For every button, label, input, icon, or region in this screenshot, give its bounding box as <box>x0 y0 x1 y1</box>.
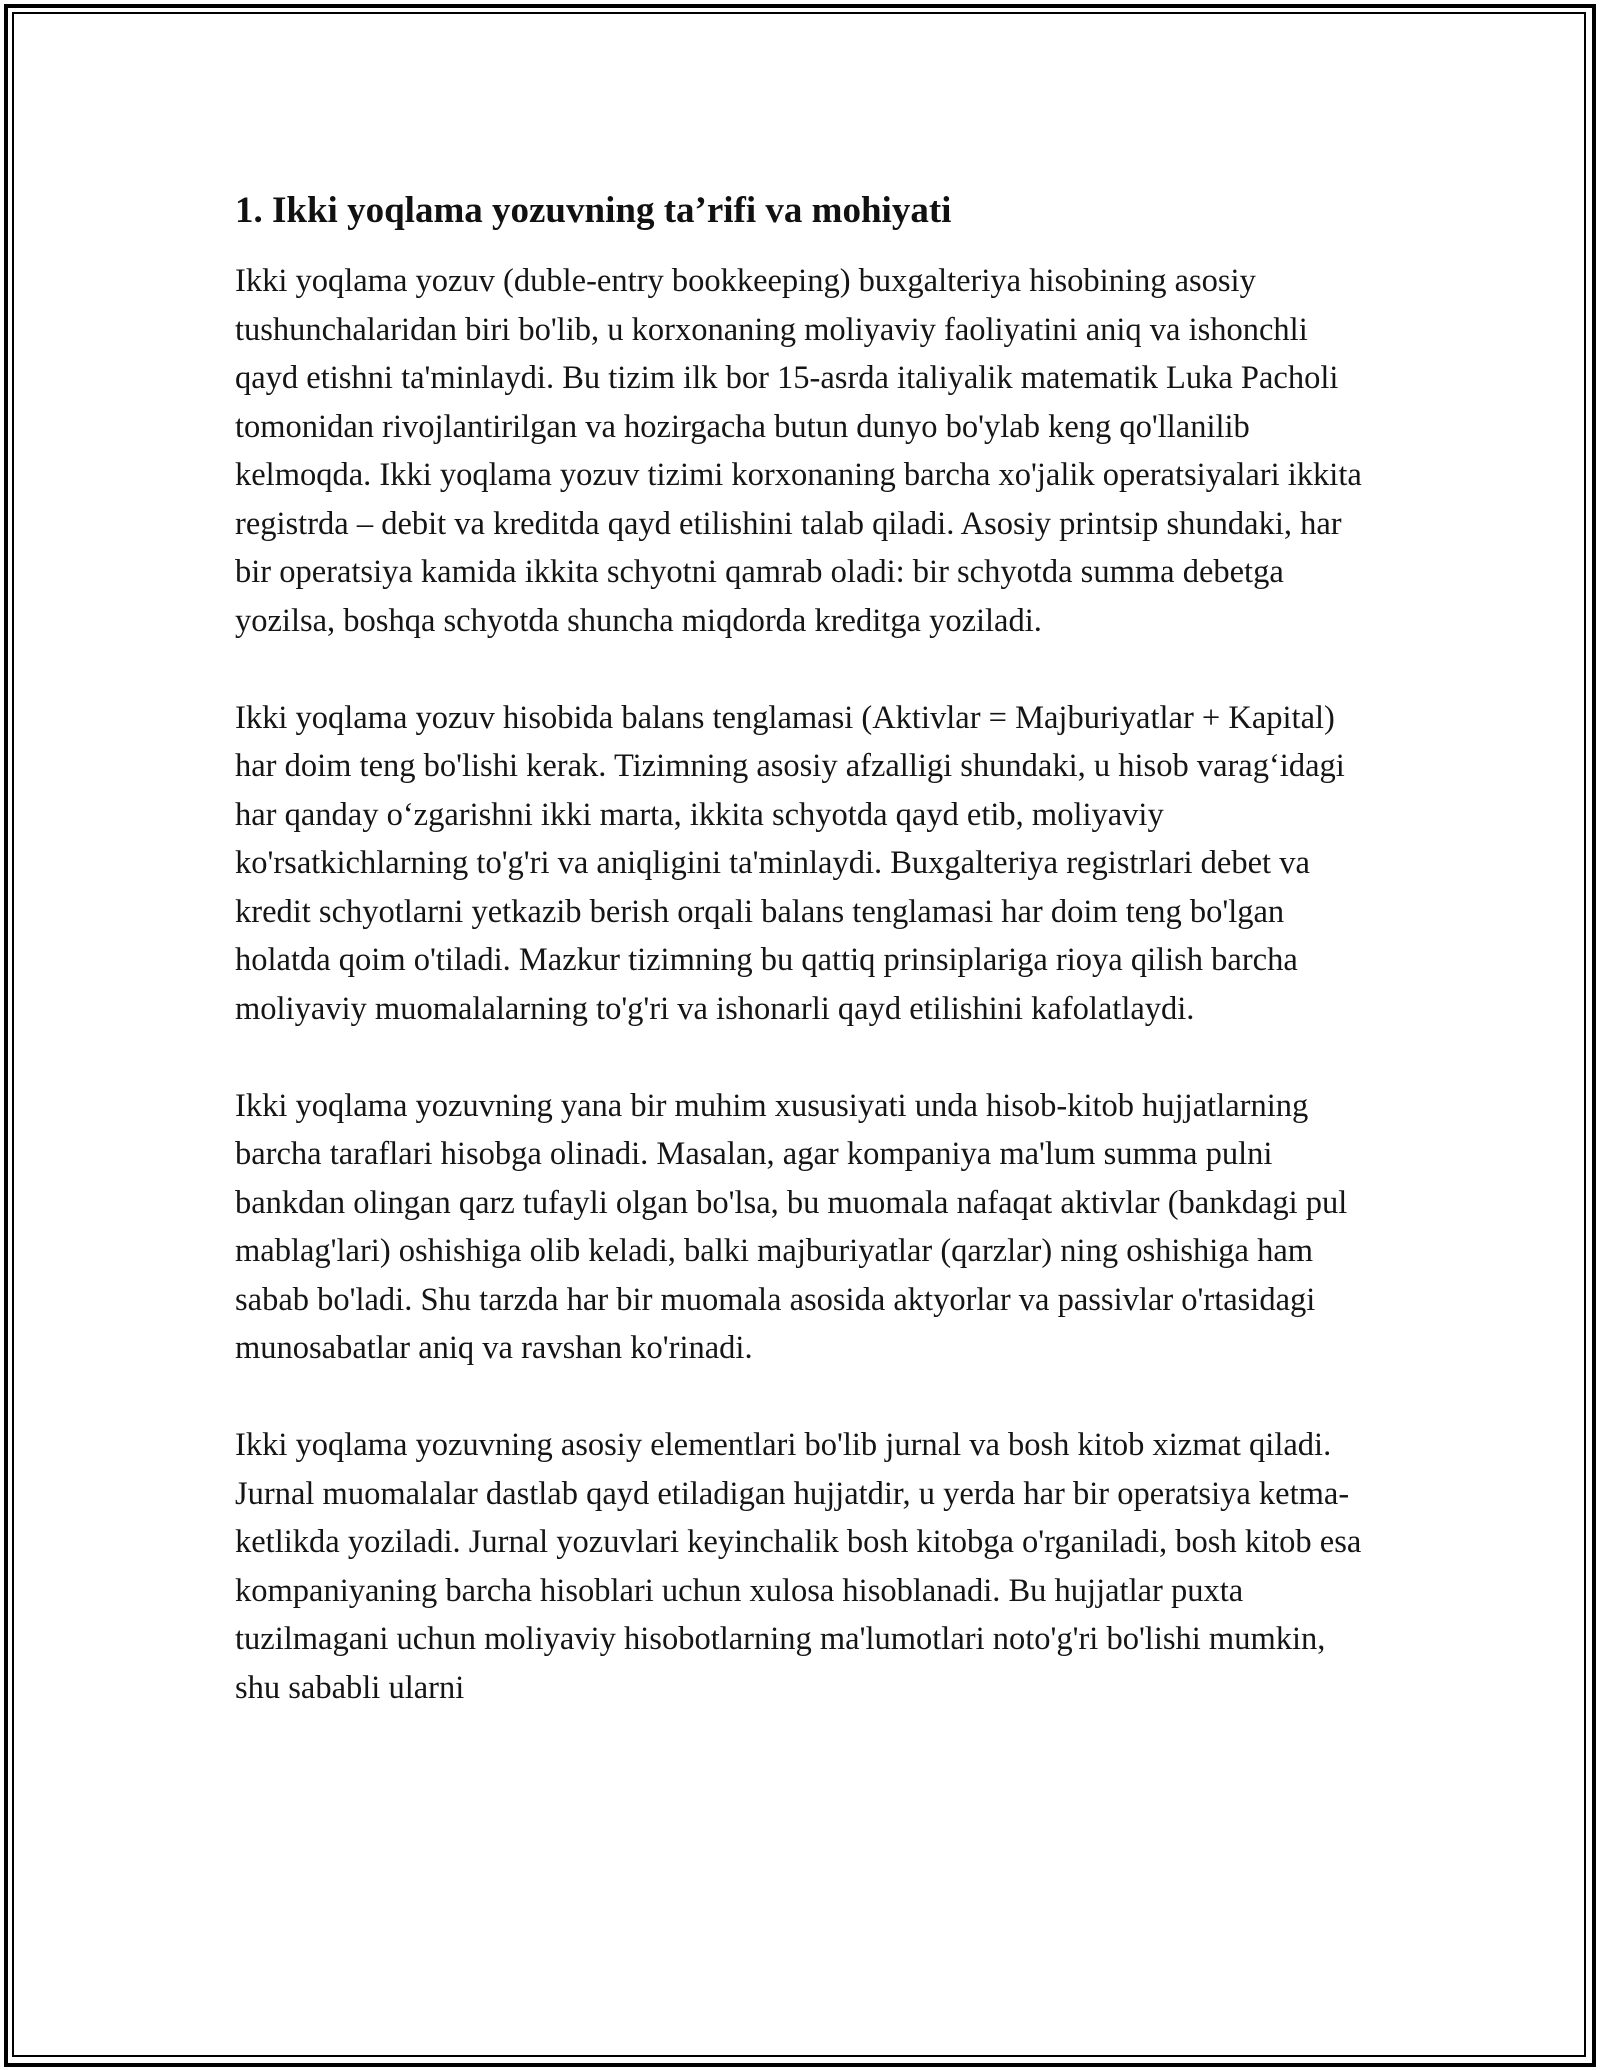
document-body <box>235 186 1365 1761</box>
paragraph-definition: Ikki yoqlama yozuv (duble-entry bookkeeping) buxgalteriya hisobining asosiy tushunchalaridan biri bo'lib, u korxonaning moliyaviy faoliyatini aniq va ishonchli qayd etishni ta'minlaydi. Bu tizim ilk bor 15-asrda italiyalik matematik Luka Pacholi tomonidan rivojlantirilgan va hozirgacha butun dunyo bo'ylab keng qo'llanilib kelmoqda. Ikki yoqlama yozuv tizimi korxonaning barcha xo'jalik operatsiyalari ikkita registrda – debit va kreditda qayd etilishini talab qiladi. Asosiy printsip shundaki, har bir operatsiya kamida ikkita schyotni qamrab oladi: bir schyotda summa debetga yozilsa, boshqa schyotda shuncha miqdorda kreditga yoziladi. <box>235 263 1362 639</box>
paragraph-features: Ikki yoqlama yozuvning yana bir muhim xususiyati unda hisob-kitob hujjatlarning barcha taraflari hisobga olinadi. Masalan, agar kompaniya ma'lum summa pulni bankdan olingan qarz tufayli olgan bo'lsa, bu muomala nafaqat aktivlar (bankdagi pul mablag'lari) oshishiga olib keladi, balki majburiyatlar (qarzlar) ning oshishiga ham sabab bo'ladi. Shu tarzda har bir muomala asosida aktyorlar va passivlar o'rtasidagi munosabatlar aniq va ravshan ko'rinadi. <box>235 1087 1348 1366</box>
paragraph-elements: Ikki yoqlama yozuvning asosiy elementlari bo'lib jurnal va bosh kitob xizmat qiladi. Jurnal muomalalar dastlab qayd etiladigan hujjatdir, u yerda har bir operatsiya ketma-ketlikda yoziladi. Jurnal yozuvlari keyinchalik bosh kitobga o'rganiladi, bosh kitob esa kompaniyaning barcha hisoblari uchun xulosa hisoblanadi. Bu hujjatlar puxta tuzilmagani uchun moliyaviy hisobotlarning ma'lumotlari noto'g'ri bo'lishi mumkin, shu sababli ularni <box>235 1427 1362 1706</box>
section-heading: 1. Ikki yoqlama yozuvning ta’rifi va mohiyati <box>235 190 952 231</box>
paragraph-balance-equation: Ikki yoqlama yozuv hisobida balans tenglamasi (Aktivlar = Majburiyatlar + Kapital) har doim teng bo'lishi kerak. Tizimning asosiy afzalligi shundaki, u hisob varag‘idagi har qanday o‘zgarishni ikki marta, ikkita schyotda qayd etib, moliyaviy ko'rsatkichlarning to'g'ri va aniqligini ta'minlaydi. Buxgalteriya registrlari debet va kredit schyotlarni yetkazib berish orqali balans tenglamasi har doim teng bo'lgan holatda qoim o'tiladi. Mazkur tizimning bu qattiq prinsiplariga rioya qilish barcha moliyaviy muomalalarning to'g'ri va ishonarli qayd etilishini kafolatlaydi. <box>235 699 1345 1027</box>
